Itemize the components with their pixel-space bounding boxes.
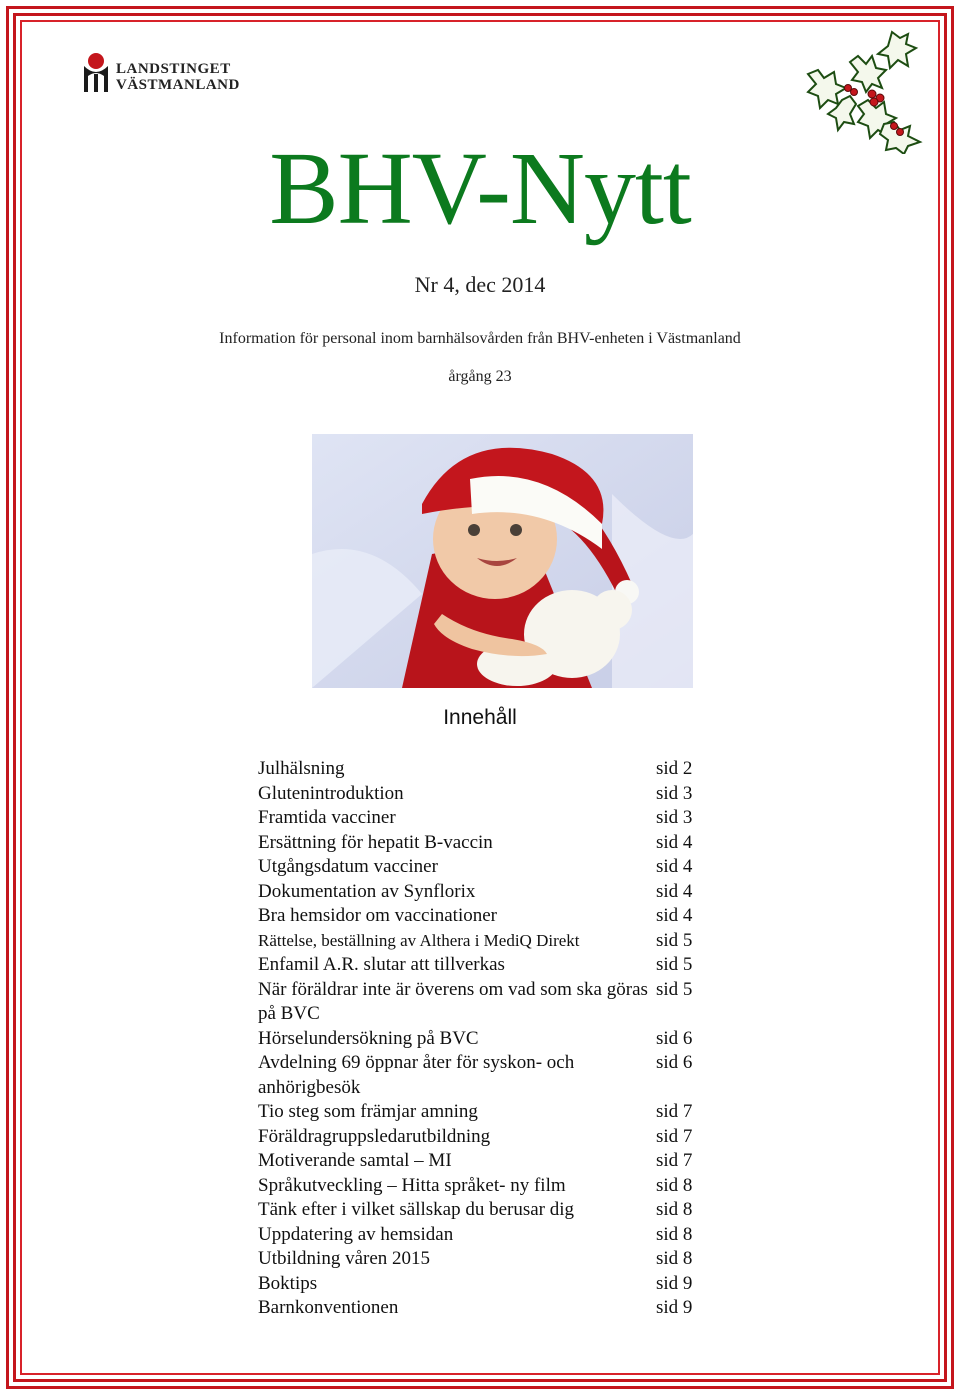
toc-row	[258, 953, 708, 978]
toc-item-title: Enfamil A.R. slutar att tillverkas	[258, 954, 505, 975]
toc-item-title: Tio steg som främjar amning	[258, 1101, 478, 1122]
toc-row	[258, 855, 708, 880]
toc-item-title: Avdelning 69 öppnar åter för syskon- och anhörigbesök	[258, 1052, 575, 1098]
toc-row	[258, 1223, 708, 1248]
toc-item-title: Rättelse, beställning av Althera i MediQ Direkt	[258, 930, 580, 950]
table-of-contents	[258, 757, 708, 1321]
toc-item-title: Ersättning för hepatit B-vaccin	[258, 831, 493, 853]
toc-item-title: Julhälsning	[258, 758, 345, 779]
toc-row	[258, 1198, 708, 1223]
toc-item-page: sid 5	[656, 954, 693, 975]
toc-item-title: När föräldrar inte är överens om vad som ska göras på BVC	[258, 978, 648, 1024]
logo-text-line1: LANDSTINGET	[116, 61, 231, 77]
toc-row	[258, 978, 708, 1027]
toc-item-title: Utbildning våren 2015	[258, 1248, 431, 1269]
toc-item-page: sid 8	[656, 1174, 693, 1196]
toc-item-page: sid 8	[656, 1223, 693, 1245]
toc-item-page: sid 3	[656, 782, 693, 804]
toc-row	[258, 1051, 708, 1100]
toc-item-page: sid 7	[656, 1101, 693, 1122]
toc-item-page: sid 5	[656, 978, 693, 1000]
newsletter-description: Information för personal inom barnhälsovården från BHV-enheten i Västmanland	[219, 330, 741, 347]
toc-item-page: sid 4	[656, 831, 693, 853]
newsletter-title: BHV-Nytt	[269, 131, 691, 246]
toc-heading: Innehåll	[443, 706, 517, 729]
toc-row	[258, 1296, 708, 1321]
volume-year: årgång 23	[448, 368, 512, 385]
toc-item-title: Bra hemsidor om vaccinationer	[258, 905, 498, 926]
toc-row	[258, 757, 708, 782]
toc-row	[258, 904, 708, 929]
toc-item-page: sid 7	[656, 1125, 693, 1147]
toc-row	[258, 831, 708, 856]
toc-item-title: Dokumentation av Synflorix	[258, 880, 476, 902]
toc-item-title: Motiverande samtal – MI	[258, 1150, 452, 1171]
toc-item-page: sid 8	[656, 1199, 693, 1220]
toc-item-page: sid 4	[656, 856, 693, 877]
toc-item-title: Språkutveckling – Hitta språket- ny film	[258, 1174, 566, 1196]
toc-item-page: sid 9	[656, 1297, 693, 1318]
toc-item-page: sid 4	[656, 905, 693, 926]
toc-item-page: sid 6	[656, 1027, 693, 1049]
toc-item-title: Föräldragruppsledarutbildning	[258, 1125, 491, 1147]
toc-item-title: Framtida vacciner	[258, 807, 396, 828]
toc-row	[258, 1272, 708, 1297]
landstinget-logo	[78, 52, 238, 96]
toc-item-title: Glutenintroduktion	[258, 782, 404, 804]
toc-item-title: Tänk efter i vilket sällskap du berusar dig	[258, 1199, 575, 1220]
toc-item-page: sid 8	[656, 1248, 693, 1269]
issue-number: Nr 4, dec 2014	[414, 272, 546, 297]
toc-item-page: sid 7	[656, 1150, 693, 1171]
toc-item-page: sid 5	[656, 929, 693, 951]
landstinget-logo-icon	[78, 52, 114, 96]
toc-item-title: Utgångsdatum vacciner	[258, 856, 438, 877]
toc-row	[258, 1247, 708, 1272]
toc-row	[258, 1100, 708, 1125]
toc-row	[258, 880, 708, 905]
toc-row	[258, 1027, 708, 1052]
logo-text-line2: VÄSTMANLAND	[116, 77, 240, 93]
toc-item-title: Barnkonventionen	[258, 1297, 399, 1318]
toc-item-page: sid 3	[656, 807, 693, 828]
toc-row	[258, 1174, 708, 1199]
toc-row	[258, 782, 708, 807]
toc-item-page: sid 6	[656, 1052, 693, 1073]
toc-item-page: sid 9	[656, 1272, 693, 1294]
cover-photo	[312, 434, 693, 688]
toc-row	[258, 1125, 708, 1150]
toc-item-title: Uppdatering av hemsidan	[258, 1223, 454, 1245]
toc-row	[258, 929, 708, 954]
toc-row	[258, 806, 708, 831]
toc-row	[258, 1149, 708, 1174]
toc-item-title: Boktips	[258, 1272, 318, 1294]
toc-item-page: sid 2	[656, 758, 693, 779]
toc-item-page: sid 4	[656, 880, 693, 902]
toc-item-title: Hörselundersökning på BVC	[258, 1027, 479, 1049]
